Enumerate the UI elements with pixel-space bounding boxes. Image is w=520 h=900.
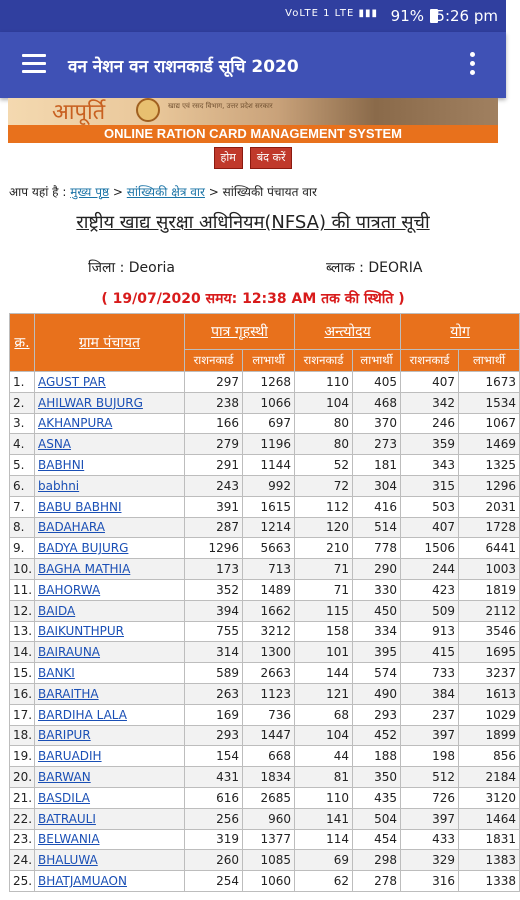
gram-panchayat-link[interactable]: BAHORWA — [38, 582, 101, 597]
table-row — [10, 600, 520, 621]
count-cell: 104 — [295, 392, 353, 413]
count-cell: 1662 — [243, 600, 295, 621]
gram-panchayat-cell — [35, 746, 185, 767]
gram-panchayat-cell — [35, 704, 185, 725]
battery-percent: 91% — [390, 7, 424, 25]
gram-panchayat-link[interactable]: BAIKUNTHPUR — [38, 624, 124, 639]
count-cell: 2031 — [459, 496, 520, 517]
count-cell: 1214 — [243, 517, 295, 538]
count-cell: 713 — [243, 559, 295, 580]
count-cell: 1534 — [459, 392, 520, 413]
subheader-ration-card: राशनकार्ड — [185, 350, 243, 372]
gram-panchayat-link[interactable]: BHATJAMUAON — [38, 874, 127, 889]
count-cell: 1728 — [459, 517, 520, 538]
table-row — [10, 392, 520, 413]
count-cell: 370 — [353, 413, 401, 434]
count-cell: 319 — [185, 829, 243, 850]
count-cell: 114 — [295, 829, 353, 850]
count-cell: 279 — [185, 434, 243, 455]
gram-panchayat-link[interactable]: BHALUWA — [38, 853, 98, 868]
count-cell: 697 — [243, 413, 295, 434]
count-cell: 450 — [353, 600, 401, 621]
count-cell: 435 — [353, 787, 401, 808]
gram-panchayat-cell — [35, 434, 185, 455]
row-serial: 20. — [10, 767, 35, 788]
count-cell: 1268 — [243, 372, 295, 393]
gram-panchayat-link[interactable]: AHILWAR BUJURG — [38, 395, 143, 410]
row-serial: 8. — [10, 517, 35, 538]
count-cell: 1819 — [459, 579, 520, 600]
count-cell: 913 — [401, 621, 459, 642]
count-cell: 304 — [353, 475, 401, 496]
table-row — [10, 517, 520, 538]
count-cell: 415 — [401, 642, 459, 663]
gram-panchayat-link[interactable]: BAIDA — [38, 603, 76, 618]
count-cell: 342 — [401, 392, 459, 413]
row-serial: 3. — [10, 413, 35, 434]
row-serial: 13. — [10, 621, 35, 642]
count-cell: 293 — [353, 704, 401, 725]
col-header-gram-panchayat: ग्राम पंचायत — [35, 314, 185, 372]
breadcrumb-separator: > — [109, 185, 127, 199]
count-cell: 154 — [185, 746, 243, 767]
count-cell: 1673 — [459, 372, 520, 393]
count-cell: 2112 — [459, 600, 520, 621]
row-serial: 22. — [10, 808, 35, 829]
table-row — [10, 496, 520, 517]
count-cell: 1296 — [185, 538, 243, 559]
count-cell: 856 — [459, 746, 520, 767]
subheader-ration-card: राशनकार्ड — [401, 350, 459, 372]
row-serial: 25. — [10, 871, 35, 892]
count-cell: 726 — [401, 787, 459, 808]
overflow-menu-icon[interactable] — [470, 52, 476, 79]
count-cell: 334 — [353, 621, 401, 642]
count-cell: 3237 — [459, 663, 520, 684]
subheader-ration-card: राशनकार्ड — [295, 350, 353, 372]
count-cell: 254 — [185, 871, 243, 892]
table-row — [10, 538, 520, 559]
count-cell: 405 — [353, 372, 401, 393]
col-header-total: योग — [401, 314, 520, 350]
count-cell: 1377 — [243, 829, 295, 850]
row-serial: 12. — [10, 600, 35, 621]
count-cell: 278 — [353, 871, 401, 892]
gram-panchayat-cell — [35, 517, 185, 538]
count-cell: 395 — [353, 642, 401, 663]
row-serial: 5. — [10, 455, 35, 476]
count-cell: 256 — [185, 808, 243, 829]
count-cell: 287 — [185, 517, 243, 538]
count-cell: 166 — [185, 413, 243, 434]
count-cell: 316 — [401, 871, 459, 892]
table-row — [10, 871, 520, 892]
row-serial: 10. — [10, 559, 35, 580]
gram-panchayat-link[interactable]: BADYA BUJURG — [38, 541, 129, 556]
count-cell: 260 — [185, 850, 243, 871]
row-serial: 6. — [10, 475, 35, 496]
count-cell: 5663 — [243, 538, 295, 559]
count-cell: 314 — [185, 642, 243, 663]
gram-panchayat-cell — [35, 372, 185, 393]
count-cell: 668 — [243, 746, 295, 767]
count-cell: 423 — [401, 579, 459, 600]
gram-panchayat-cell — [35, 413, 185, 434]
count-cell: 616 — [185, 787, 243, 808]
count-cell: 2663 — [243, 663, 295, 684]
count-cell: 52 — [295, 455, 353, 476]
breadcrumb-home-link[interactable]: मुख्य पृष्ठ — [70, 185, 110, 199]
count-cell: 512 — [401, 767, 459, 788]
count-cell: 352 — [185, 579, 243, 600]
gram-panchayat-link[interactable]: BARIPUR — [38, 728, 91, 743]
count-cell: 121 — [295, 683, 353, 704]
count-cell: 1447 — [243, 725, 295, 746]
gram-panchayat-cell — [35, 475, 185, 496]
row-serial: 9. — [10, 538, 35, 559]
row-serial: 24. — [10, 850, 35, 871]
status-timestamp: ( 19/07/2020 समय: 12:38 AM तक की स्थिति ) — [101, 291, 405, 307]
count-cell: 755 — [185, 621, 243, 642]
count-cell: 454 — [353, 829, 401, 850]
count-cell: 210 — [295, 538, 353, 559]
clock: 5:26 pm — [435, 7, 498, 25]
gram-panchayat-link[interactable]: BATRAULI — [38, 811, 96, 826]
count-cell: 350 — [353, 767, 401, 788]
count-cell: 120 — [295, 517, 353, 538]
gram-panchayat-link[interactable]: ASNA — [38, 437, 72, 452]
count-cell: 1613 — [459, 683, 520, 704]
subheader-beneficiary: लाभार्थी — [459, 350, 520, 372]
count-cell: 391 — [185, 496, 243, 517]
subheader-beneficiary: लाभार्थी — [353, 350, 401, 372]
count-cell: 198 — [401, 746, 459, 767]
gram-panchayat-cell — [35, 850, 185, 871]
count-cell: 315 — [401, 475, 459, 496]
table-body — [10, 372, 520, 892]
status-bar — [0, 0, 506, 32]
count-cell: 263 — [185, 683, 243, 704]
count-cell: 433 — [401, 829, 459, 850]
count-cell: 574 — [353, 663, 401, 684]
count-cell: 1615 — [243, 496, 295, 517]
gram-panchayat-cell — [35, 579, 185, 600]
count-cell: 778 — [353, 538, 401, 559]
count-cell: 343 — [401, 455, 459, 476]
count-cell: 243 — [185, 475, 243, 496]
row-serial: 17. — [10, 704, 35, 725]
table-row — [10, 850, 520, 871]
count-cell: 394 — [185, 600, 243, 621]
gram-panchayat-cell — [35, 642, 185, 663]
gram-panchayat-cell — [35, 496, 185, 517]
count-cell: 169 — [185, 704, 243, 725]
count-cell: 416 — [353, 496, 401, 517]
gram-panchayat-cell — [35, 600, 185, 621]
table-row — [10, 559, 520, 580]
count-cell: 1196 — [243, 434, 295, 455]
count-cell: 1060 — [243, 871, 295, 892]
count-cell: 3120 — [459, 787, 520, 808]
close-button[interactable]: बंद करें — [250, 147, 293, 169]
row-serial: 15. — [10, 663, 35, 684]
row-serial: 7. — [10, 496, 35, 517]
gram-panchayat-cell — [35, 455, 185, 476]
table-row — [10, 683, 520, 704]
gram-panchayat-link[interactable]: BAIRAUNA — [38, 645, 101, 660]
count-cell: 397 — [401, 808, 459, 829]
table-row — [10, 413, 520, 434]
count-cell: 1469 — [459, 434, 520, 455]
count-cell: 452 — [353, 725, 401, 746]
count-cell: 490 — [353, 683, 401, 704]
count-cell: 2184 — [459, 767, 520, 788]
count-cell: 3546 — [459, 621, 520, 642]
gram-panchayat-link[interactable]: BARWAN — [38, 770, 91, 785]
count-cell: 158 — [295, 621, 353, 642]
col-header-sn: क्र. — [10, 314, 35, 372]
gram-panchayat-cell — [35, 725, 185, 746]
count-cell: 397 — [401, 725, 459, 746]
count-cell: 1296 — [459, 475, 520, 496]
row-serial: 2. — [10, 392, 35, 413]
count-cell: 6441 — [459, 538, 520, 559]
count-cell: 80 — [295, 413, 353, 434]
gram-panchayat-link[interactable]: BABU BABHNI — [38, 499, 122, 514]
count-cell: 1029 — [459, 704, 520, 725]
count-cell: 1831 — [459, 829, 520, 850]
count-cell: 1144 — [243, 455, 295, 476]
count-cell: 589 — [185, 663, 243, 684]
table-row — [10, 434, 520, 455]
gram-panchayat-cell — [35, 829, 185, 850]
gram-panchayat-cell — [35, 663, 185, 684]
gram-panchayat-cell — [35, 559, 185, 580]
count-cell: 1383 — [459, 850, 520, 871]
count-cell: 141 — [295, 808, 353, 829]
gram-panchayat-link[interactable]: BANKI — [38, 666, 75, 681]
count-cell: 1325 — [459, 455, 520, 476]
count-cell: 246 — [401, 413, 459, 434]
count-cell: 330 — [353, 579, 401, 600]
row-serial: 18. — [10, 725, 35, 746]
table-row — [10, 642, 520, 663]
count-cell: 115 — [295, 600, 353, 621]
count-cell: 173 — [185, 559, 243, 580]
table-row — [10, 475, 520, 496]
count-cell: 1489 — [243, 579, 295, 600]
count-cell: 297 — [185, 372, 243, 393]
table-row — [10, 579, 520, 600]
count-cell: 273 — [353, 434, 401, 455]
col-header-phh: पात्र गृहस्थी — [185, 314, 295, 350]
count-cell: 2685 — [243, 787, 295, 808]
count-cell: 71 — [295, 559, 353, 580]
table-row — [10, 746, 520, 767]
breadcrumb-area-link[interactable]: सांख्यिकी क्षेत्र वार — [126, 185, 205, 199]
count-cell: 329 — [401, 850, 459, 871]
count-cell: 81 — [295, 767, 353, 788]
count-cell: 1506 — [401, 538, 459, 559]
count-cell: 468 — [353, 392, 401, 413]
eligibility-table — [9, 313, 517, 892]
header-banner — [8, 98, 498, 125]
gram-panchayat-cell — [35, 392, 185, 413]
count-cell: 112 — [295, 496, 353, 517]
count-cell: 1003 — [459, 559, 520, 580]
count-cell: 1123 — [243, 683, 295, 704]
table-row — [10, 725, 520, 746]
gram-panchayat-link[interactable]: AGUST PAR — [38, 374, 106, 389]
count-cell: 359 — [401, 434, 459, 455]
breadcrumb — [9, 183, 317, 200]
count-cell: 503 — [401, 496, 459, 517]
row-serial: 1. — [10, 372, 35, 393]
count-cell: 960 — [243, 808, 295, 829]
count-cell: 62 — [295, 871, 353, 892]
gram-panchayat-link[interactable]: BADAHARA — [38, 520, 105, 535]
gram-panchayat-cell — [35, 808, 185, 829]
count-cell: 69 — [295, 850, 353, 871]
count-cell: 144 — [295, 663, 353, 684]
state-emblem-icon — [136, 98, 160, 122]
count-cell: 71 — [295, 579, 353, 600]
gram-panchayat-cell — [35, 767, 185, 788]
row-serial: 21. — [10, 787, 35, 808]
row-serial: 14. — [10, 642, 35, 663]
count-cell: 431 — [185, 767, 243, 788]
count-cell: 104 — [295, 725, 353, 746]
table-row — [10, 767, 520, 788]
table-row — [10, 621, 520, 642]
row-serial: 11. — [10, 579, 35, 600]
count-cell: 3212 — [243, 621, 295, 642]
gram-panchayat-cell — [35, 538, 185, 559]
count-cell: 1066 — [243, 392, 295, 413]
count-cell: 80 — [295, 434, 353, 455]
breadcrumb-prefix: आप यहां है : — [9, 185, 67, 199]
count-cell: 1834 — [243, 767, 295, 788]
count-cell: 1695 — [459, 642, 520, 663]
breadcrumb-current: सांख्यिकी पंचायत वार — [222, 185, 317, 199]
banner-logo-text: आपूर्ति — [52, 100, 106, 125]
home-button[interactable]: होम — [214, 147, 243, 169]
signal-icons: VoLTE 1 LTE ▮▮▮ — [285, 8, 378, 19]
table-row — [10, 787, 520, 808]
gram-panchayat-link[interactable]: BELWANIA — [38, 832, 100, 847]
count-cell: 181 — [353, 455, 401, 476]
gram-panchayat-cell — [35, 787, 185, 808]
nav-buttons — [0, 146, 506, 169]
count-cell: 110 — [295, 787, 353, 808]
count-cell: 509 — [401, 600, 459, 621]
table-row — [10, 455, 520, 476]
app-bar — [0, 32, 506, 98]
gram-panchayat-cell — [35, 683, 185, 704]
table-row — [10, 704, 520, 725]
block-label: ब्लाक : DEORIA — [326, 260, 423, 276]
count-cell: 736 — [243, 704, 295, 725]
count-cell: 1085 — [243, 850, 295, 871]
count-cell: 1899 — [459, 725, 520, 746]
count-cell: 514 — [353, 517, 401, 538]
gram-panchayat-link[interactable]: babhni — [38, 478, 80, 493]
district-label: जिला : Deoria — [88, 260, 175, 276]
count-cell: 293 — [185, 725, 243, 746]
count-cell: 238 — [185, 392, 243, 413]
banner-tagline: खाद्य एवं रसद विभाग, उत्तर प्रदेश सरकार — [168, 102, 273, 110]
count-cell: 1067 — [459, 413, 520, 434]
breadcrumb-separator: > — [204, 185, 223, 199]
gram-panchayat-link[interactable]: BARAITHA — [38, 686, 99, 701]
gram-panchayat-link[interactable]: BARDIHA LALA — [38, 707, 127, 722]
count-cell: 298 — [353, 850, 401, 871]
count-cell: 992 — [243, 475, 295, 496]
count-cell: 68 — [295, 704, 353, 725]
count-cell: 188 — [353, 746, 401, 767]
count-cell: 290 — [353, 559, 401, 580]
count-cell: 384 — [401, 683, 459, 704]
count-cell: 407 — [401, 372, 459, 393]
count-cell: 291 — [185, 455, 243, 476]
count-cell: 44 — [295, 746, 353, 767]
gram-panchayat-cell — [35, 871, 185, 892]
gram-panchayat-link[interactable]: BARUADIH — [38, 749, 102, 764]
hamburger-menu-icon[interactable] — [22, 54, 46, 74]
count-cell: 72 — [295, 475, 353, 496]
system-name-strip: ONLINE RATION CARD MANAGEMENT SYSTEM — [8, 125, 498, 143]
table-row — [10, 663, 520, 684]
app-title: वन नेशन वन राशनकार्ड सूचि 2020 — [68, 57, 299, 77]
count-cell: 504 — [353, 808, 401, 829]
col-header-aay: अन्त्योदय — [295, 314, 401, 350]
gram-panchayat-cell — [35, 621, 185, 642]
row-serial: 16. — [10, 683, 35, 704]
row-serial: 19. — [10, 746, 35, 767]
count-cell: 101 — [295, 642, 353, 663]
count-cell: 1464 — [459, 808, 520, 829]
gram-panchayat-link[interactable]: BAGHA MATHIA — [38, 562, 131, 577]
count-cell: 110 — [295, 372, 353, 393]
gram-panchayat-link[interactable]: BASDILA — [38, 790, 91, 805]
row-serial: 4. — [10, 434, 35, 455]
count-cell: 237 — [401, 704, 459, 725]
count-cell: 407 — [401, 517, 459, 538]
table-row — [10, 829, 520, 850]
count-cell: 1338 — [459, 871, 520, 892]
subheader-beneficiary: लाभार्थी — [243, 350, 295, 372]
gram-panchayat-link[interactable]: BABHNI — [38, 458, 85, 473]
count-cell: 1300 — [243, 642, 295, 663]
row-serial: 23. — [10, 829, 35, 850]
count-cell: 733 — [401, 663, 459, 684]
table-row — [10, 372, 520, 393]
table-row — [10, 808, 520, 829]
gram-panchayat-link[interactable]: AKHANPURA — [38, 416, 113, 431]
page-title: राष्ट्रीय खाद्य सुरक्षा अधिनियम(NFSA) की पात्रता सूची — [76, 212, 430, 233]
count-cell: 244 — [401, 559, 459, 580]
